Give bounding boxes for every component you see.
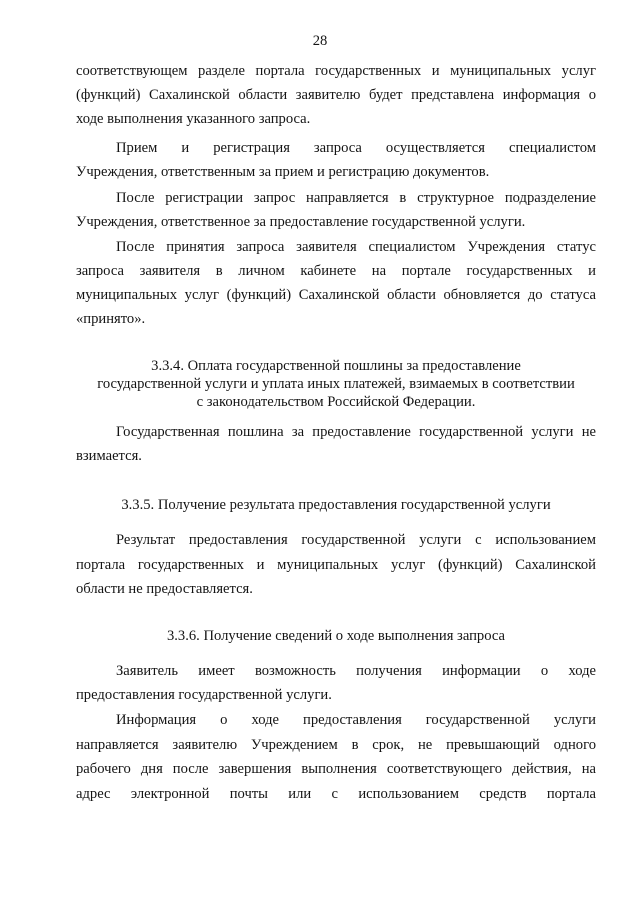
page-number: 28 xyxy=(312,33,328,49)
paragraph-line: После принятия запроса заявителя специалистом Учреждения статус xyxy=(116,239,596,255)
paragraph-line: Заявитель имеет возможность получения информации о ходе xyxy=(116,663,596,679)
paragraph-line: рабочего дня после завершения выполнения соответствующего действия, на xyxy=(76,761,596,777)
section-heading: 3.3.4. Оплата государственной пошлины за предоставление xyxy=(151,358,521,374)
paragraph-line: запроса заявителя в личном кабинете на портале государственных и xyxy=(76,263,596,279)
paragraph-line: области не предоставляется. xyxy=(76,581,253,597)
section-heading: 3.3.6. Получение сведений о ходе выполнения запроса xyxy=(166,628,506,644)
paragraph-line: Учреждения, ответственным за прием и регистрацию документов. xyxy=(76,164,490,180)
paragraph-line: Информация о ходе предоставления государственной услуги xyxy=(116,712,596,728)
paragraph-line: Прием и регистрация запроса осуществляется специалистом xyxy=(116,140,596,156)
paragraph-line: Учреждения, ответственное за предоставление государственной услуги. xyxy=(76,214,526,230)
paragraph-line: соответствующем разделе портала государственных и муниципальных услуг xyxy=(76,63,596,79)
paragraph-line: муниципальных услуг (функций) Сахалинской области обновляется до статуса xyxy=(76,287,596,303)
paragraph-line: (функций) Сахалинской области заявителю будет представлена информация о xyxy=(76,87,596,103)
paragraph-line: предоставления государственной услуги. xyxy=(76,687,332,703)
paragraph-line: направляется заявителю Учреждением в срок, не превышающий одного xyxy=(76,737,596,753)
paragraph-line: адрес электронной почты или с использованием средств портала xyxy=(76,786,596,802)
paragraph-line: взимается. xyxy=(76,448,142,464)
paragraph-line: После регистрации запрос направляется в структурное подразделение xyxy=(116,190,596,206)
section-heading: 3.3.5. Получение результата предоставления государственной услуги xyxy=(121,497,551,513)
section-heading: с законодательством Российской Федерации. xyxy=(196,394,476,410)
paragraph-line: «принято». xyxy=(76,311,146,327)
paragraph-line: Результат предоставления государственной услуги с использованием xyxy=(116,532,596,548)
paragraph-line: Государственная пошлина за предоставление государственной услуги не xyxy=(116,424,596,440)
section-heading: государственной услуги и уплата иных платежей, взимаемых в соответствии xyxy=(97,376,575,392)
paragraph-line: ходе выполнения указанного запроса. xyxy=(76,111,311,127)
paragraph-line: портала государственных и муниципальных услуг (функций) Сахалинской xyxy=(76,557,596,573)
